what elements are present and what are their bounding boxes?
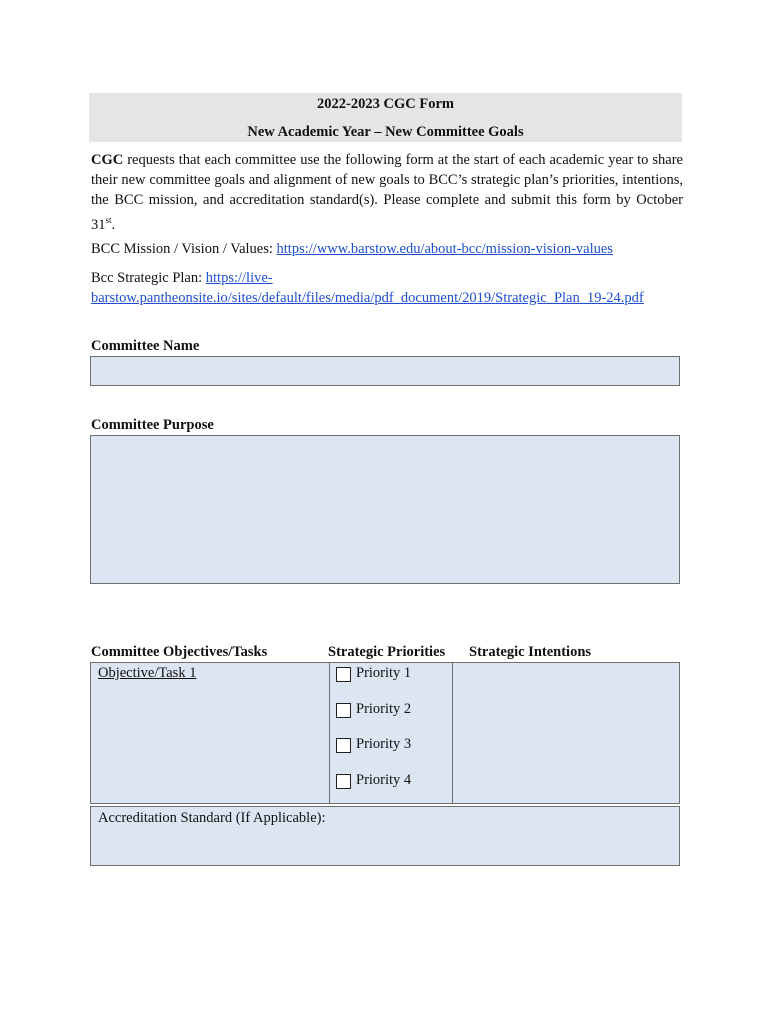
mission-line <box>91 239 691 259</box>
committee-purpose-label: Committee Purpose <box>91 417 214 433</box>
priority-4-checkbox[interactable] <box>336 774 351 789</box>
intro-text: requests that each committee use the following form at the start of each academic year to share their new committee goals and alignment of new goals to BCC’s strategic plan’s priorities, intentions, the BCC mission, and accreditation standard(s). Please complete and submit this form by October 31 <box>91 152 683 233</box>
committee-name-label: Committee Name <box>91 338 200 354</box>
intentions-cell[interactable] <box>452 662 680 804</box>
column-header-priorities: Strategic Priorities <box>328 644 446 660</box>
accreditation-label: Accreditation Standard (If Applicable): <box>98 810 326 826</box>
plan-link-part1[interactable]: https://live- <box>205 270 273 286</box>
priorities-cell <box>329 662 453 804</box>
committee-purpose-field[interactable] <box>90 435 680 584</box>
objective-label: Objective/Task 1 <box>98 665 197 681</box>
mission-label: BCC Mission / Vision / Values: <box>91 241 277 257</box>
intro-end: . <box>111 216 116 233</box>
form-subtitle: New Academic Year – New Committee Goals <box>247 124 524 140</box>
plan-line-2 <box>91 288 691 308</box>
priority-2-checkbox[interactable] <box>336 703 351 718</box>
intro-sup: st <box>105 215 112 225</box>
priority-1-label: Priority 1 <box>356 665 412 681</box>
intro-paragraph <box>91 150 683 235</box>
priority-3-label: Priority 3 <box>356 736 412 752</box>
priority-1-checkbox[interactable] <box>336 667 351 682</box>
plan-label: Bcc Strategic Plan: <box>91 270 206 286</box>
intro-lead: CGC <box>91 152 124 168</box>
plan-link-part2[interactable]: barstow.pantheonsite.io/sites/default/files/media/pdf_document/2019/Strategic_Plan_19-24.pdf <box>91 290 644 306</box>
priority-4-label: Priority 4 <box>356 772 412 788</box>
objective-cell[interactable] <box>90 662 330 804</box>
column-header-objectives: Committee Objectives/Tasks <box>91 644 268 660</box>
priority-2-label: Priority 2 <box>356 701 412 717</box>
form-title: 2022-2023 CGC Form <box>317 96 454 112</box>
mission-link[interactable]: https://www.barstow.edu/about-bcc/mission-vision-values <box>276 241 613 257</box>
accreditation-cell[interactable] <box>90 806 680 866</box>
priority-3-checkbox[interactable] <box>336 738 351 753</box>
committee-name-field[interactable] <box>90 356 680 386</box>
plan-line <box>91 268 691 288</box>
column-header-intentions: Strategic Intentions <box>469 644 592 660</box>
